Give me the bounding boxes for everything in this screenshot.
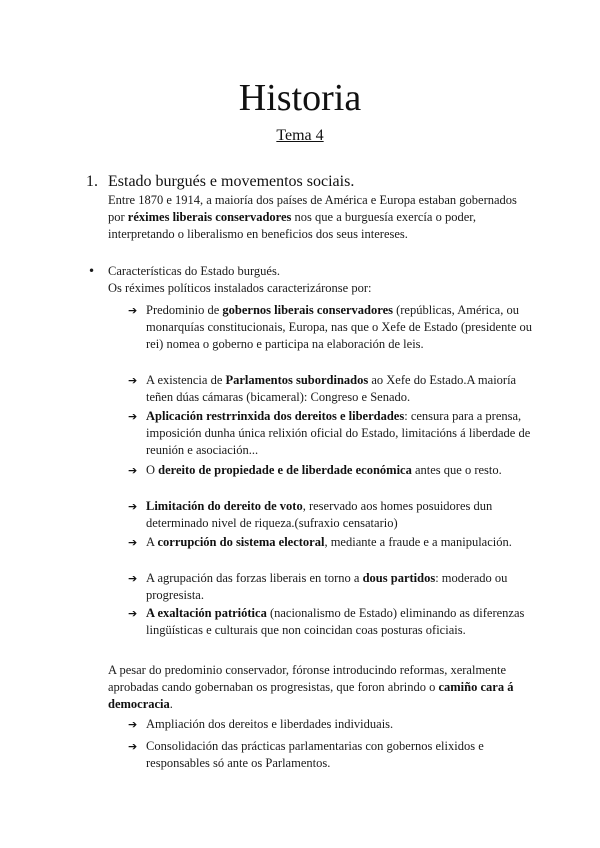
list-item [146,498,536,532]
item-text: antes que o resto. [411,463,502,477]
item-text: A agrupación das forzas liberais en torno a [146,571,363,585]
paragraph-text: . [169,697,173,711]
list-item [146,534,536,551]
paragraph-bold: camiño cara á democracia [108,680,514,711]
bullet-icon: • [88,264,96,278]
item-text: : moderado ou progresista. [146,571,508,602]
arrow-icon: ➔ [128,536,138,549]
arrow-icon: ➔ [128,740,138,753]
item-text: Predominio de [146,303,223,317]
item-bold: Aplicación restrrinxida dos dereitos e liberdades [146,409,405,423]
section-3-paragraph [108,662,518,713]
item-bold: gobernos liberais conservadores [222,303,393,317]
item-text: A [146,535,158,549]
item-bold: Parlamentos subordinados [225,373,369,387]
section-2-heading: Características do Estado burgués. [108,264,280,278]
arrow-icon: ➔ [128,410,138,423]
arrow-icon: ➔ [128,718,138,731]
section-2-intro: Os réximes políticos instalados caracterizáronse por: [108,281,372,295]
paragraph-bold: réximes liberais conservadores [127,210,292,224]
list-item [146,372,536,406]
list-item [146,605,536,639]
list-item [146,570,536,604]
item-bold: dous partidos [362,571,436,585]
section-1-number: 1. [86,173,98,190]
list-item [146,302,536,353]
item-text: , mediante a fraude e a manipulación. [324,535,512,549]
paragraph-text: A pesar do predominio conservador, fóronse introducindo reformas, xeralmente aprobadas cando gobernaban os progresistas, que foron abrindo o [108,663,506,694]
arrow-icon: ➔ [128,464,138,477]
section-1-paragraph [108,192,528,243]
list-item [146,462,536,479]
list-item [146,408,536,459]
item-bold: corrupción do sistema electoral [157,535,325,549]
item-text: : censura para a prensa, imposición dunha única relixión oficial do Estado, limitacións á liberdade de reunión e asociación... [146,409,531,457]
section-1-title: Estado burgués e movementos sociais. [108,173,355,190]
item-text: (repúblicas, América, ou monarquías constitucionais, Europa, nas que o Xefe de Estado (presidente ou rei) nomea o goberno e participa na elaboración de leis. [146,303,532,351]
list-item: Consolidación das prácticas parlamentarias con gobernos elixidos e responsables só ante os Parlamentos. [146,739,484,770]
item-text: ao Xefe do Estado.A maioría teñen dúas cámaras (bicameral): Congreso e Senado. [146,373,517,404]
item-bold: Limitación do dereito de voto [146,499,303,513]
arrow-icon: ➔ [128,304,138,317]
document-subtitle: Tema 4 [276,127,324,144]
arrow-icon: ➔ [128,607,138,620]
paragraph-text: Entre 1870 e 1914, a maioría dos países de América e Europa estaban gobernados por [108,193,517,224]
item-text: O [146,463,159,477]
item-bold: dereito de propiedade e de liberdade económica [158,463,412,477]
item-text: , reservado aos homes posuidores dun determinado nivel de riqueza.(sufraxio censatario) [146,499,493,530]
arrow-icon: ➔ [128,572,138,585]
arrow-icon: ➔ [128,374,138,387]
arrow-icon: ➔ [128,500,138,513]
document-title: Historia [238,77,362,119]
paragraph-text: nos que a burguesía exercía o poder, interpretando o liberalismo en beneficios dos seus intereses. [108,210,477,241]
item-text: (nacionalismo de Estado) eliminando as diferenzas lingüísticas e culturais que non coincidan coas posturas oficiais. [146,606,525,637]
item-bold: A exaltación patriótica [146,606,267,620]
section-1-heading [86,172,354,192]
item-text: A existencia de [146,373,226,387]
list-item: Ampliación dos dereitos e liberdades individuais. [146,717,394,731]
